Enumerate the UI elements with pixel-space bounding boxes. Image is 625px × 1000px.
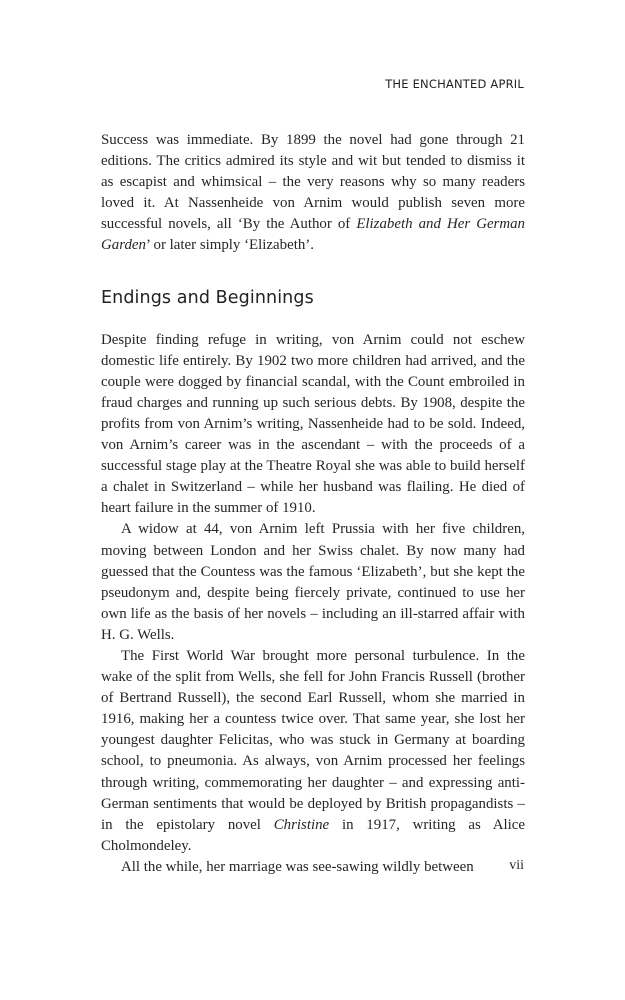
paragraph-5: All the while, her marriage was see-sawing wildly between	[121, 858, 474, 875]
paragraph-1-tail: ’ or later simply ‘Elizabeth’.	[145, 237, 314, 254]
paragraph-3: A widow at 44, von Arnim left Prussia with her five children, moving between London and her Swiss chalet. By now many had guessed that the Countess was the famous ‘Elizabeth’, but she kept the pseudonym and, despite being fiercely private, continued to use her own life as the basis of her novels – including an ill-starred affair with H. G. Wells.	[101, 521, 525, 643]
book-title-christine: Christine	[273, 816, 330, 833]
paragraph-2: Despite finding refuge in writing, von Arnim could not eschew domestic life entirely. By 1902 two more children had arrived, and the couple were dogged by financial scandal, with the Count embroiled in fraud charges and running up such serious debts. By 1908, despite the profits from von Arnim’s writing, Nassenheide had to be sold. Indeed, von Arnim’s career was in the ascendant – with the proceeds of a successful stage play at the Theatre Royal she was able to build herself a chalet in Switzerland – while her husband was flailing. He died of heart failure in the summer of 1910.	[101, 331, 525, 517]
book-title-elizabeth: Elizabeth and Her German Garden	[101, 216, 525, 254]
paragraph-4-text: The First World War brought more personal turbulence. In the wake of the split from Wells, she fell for John Francis Russell (brother of Bertrand Russell), the second Earl Russell, whom she married in 1916, making her a countess twice over. That same year, she lost her youngest daughter Felicitas, who was stuck in Germany at boarding school, to pneumonia. As always, von Arnim processed her feelings through writing, commemorating her daughter – and expressing anti-German sentiments that would be deployed by British propagandists – in the epistolary novel	[101, 647, 525, 833]
running-head: THE ENCHANTED APRIL	[385, 77, 524, 91]
paragraph-4-tail: in 1917, writing as Alice Cholmondeley.	[101, 816, 526, 854]
section-heading: Endings and Beginnings	[101, 287, 314, 308]
page-number: vii	[509, 858, 524, 873]
paragraph-1	[101, 130, 525, 257]
body-text	[101, 130, 525, 878]
paragraph-1-text: Success was immediate. By 1899 the novel had gone through 21 editions. The critics admired its style and wit but tended to dismiss it as escapist and whimsical – the very reasons why so many readers loved it. At Nassenheide von Arnim would publish seven more successful novels, all ‘By the Author of	[101, 132, 525, 233]
paragraph-4	[101, 646, 525, 857]
